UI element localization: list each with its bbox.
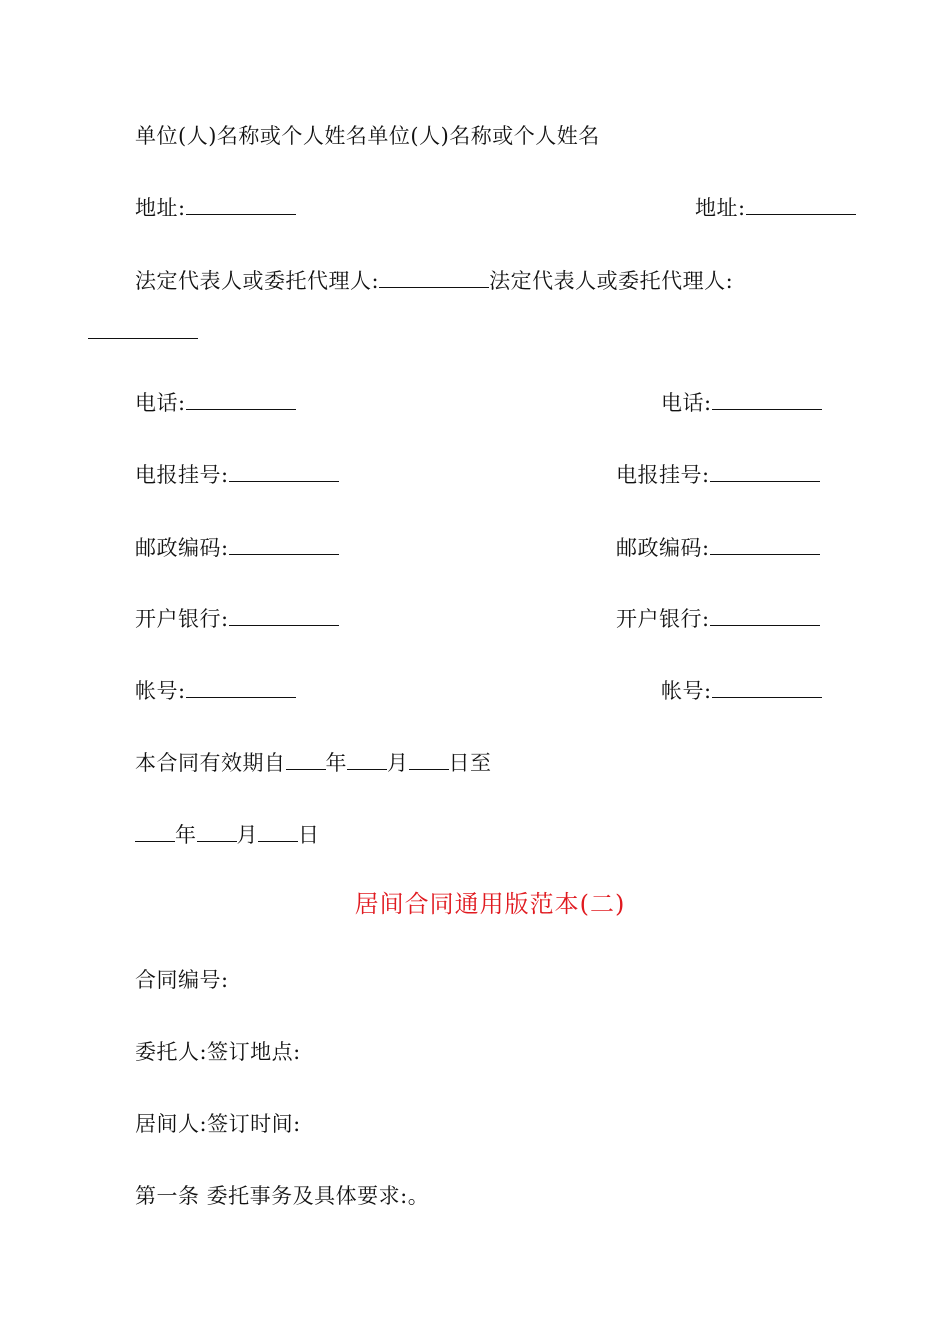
address-label: 地址: (135, 196, 186, 220)
agent-blank (88, 318, 198, 339)
account-label: 帐号: (661, 679, 712, 703)
address-left (135, 194, 296, 222)
account-right (661, 677, 822, 705)
phone-label: 电话: (135, 391, 186, 415)
address-blank (186, 194, 296, 215)
postal-blank (710, 534, 820, 555)
year-blank (135, 821, 175, 842)
agent-line (135, 267, 733, 295)
bank-label: 开户银行: (135, 607, 229, 631)
address-right (695, 194, 856, 222)
party-header: 单位(人)名称或个人姓名单位(人)名称或个人姓名 (135, 124, 600, 148)
telegraph-label: 电报挂号: (135, 463, 229, 487)
account-blank (186, 677, 296, 698)
postal-label: 邮政编码: (616, 536, 710, 560)
phone-blank (712, 389, 822, 410)
postal-label: 邮政编码: (135, 536, 229, 560)
bank-right (616, 605, 820, 633)
account-blank (712, 677, 822, 698)
address-blank (746, 194, 856, 215)
validity-line (135, 749, 492, 777)
year-label: 年 (175, 823, 197, 847)
address-label: 地址: (695, 196, 746, 220)
day-blank (409, 749, 449, 770)
contract-number: 合同编号: (135, 968, 229, 992)
telegraph-blank (229, 461, 339, 482)
agent-label: 法定代表人或委托代理人: (135, 269, 380, 293)
postal-right (616, 534, 820, 562)
year-blank (286, 749, 326, 770)
agent-label: 法定代表人或委托代理人: (489, 269, 734, 293)
day-to-label: 日至 (448, 751, 492, 775)
broker-line: 居间人:签订时间: (135, 1112, 301, 1136)
section-title: 居间合同通用版范本(二) (354, 890, 626, 918)
validity-prefix: 本合同有效期自 (135, 751, 286, 775)
phone-label: 电话: (661, 391, 712, 415)
day-label: 日 (298, 823, 320, 847)
phone-left (135, 389, 296, 417)
account-left (135, 677, 296, 705)
validity-end-line (135, 821, 320, 849)
bank-label: 开户银行: (616, 607, 710, 631)
telegraph-label: 电报挂号: (616, 463, 710, 487)
telegraph-right (616, 461, 820, 489)
phone-right (661, 389, 822, 417)
account-label: 帐号: (135, 679, 186, 703)
day-blank (258, 821, 298, 842)
article-one: 第一条 委托事务及具体要求:。 (135, 1184, 430, 1208)
year-label: 年 (325, 751, 347, 775)
telegraph-left (135, 461, 339, 489)
month-blank (197, 821, 237, 842)
bank-left (135, 605, 339, 633)
client-line: 委托人:签订地点: (135, 1040, 301, 1064)
month-label: 月 (387, 751, 409, 775)
month-blank (347, 749, 387, 770)
bank-blank (710, 605, 820, 626)
postal-blank (229, 534, 339, 555)
month-label: 月 (236, 823, 258, 847)
phone-blank (186, 389, 296, 410)
agent-blank (379, 267, 489, 288)
agent-wrap-line (88, 318, 198, 346)
postal-left (135, 534, 339, 562)
bank-blank (229, 605, 339, 626)
telegraph-blank (710, 461, 820, 482)
